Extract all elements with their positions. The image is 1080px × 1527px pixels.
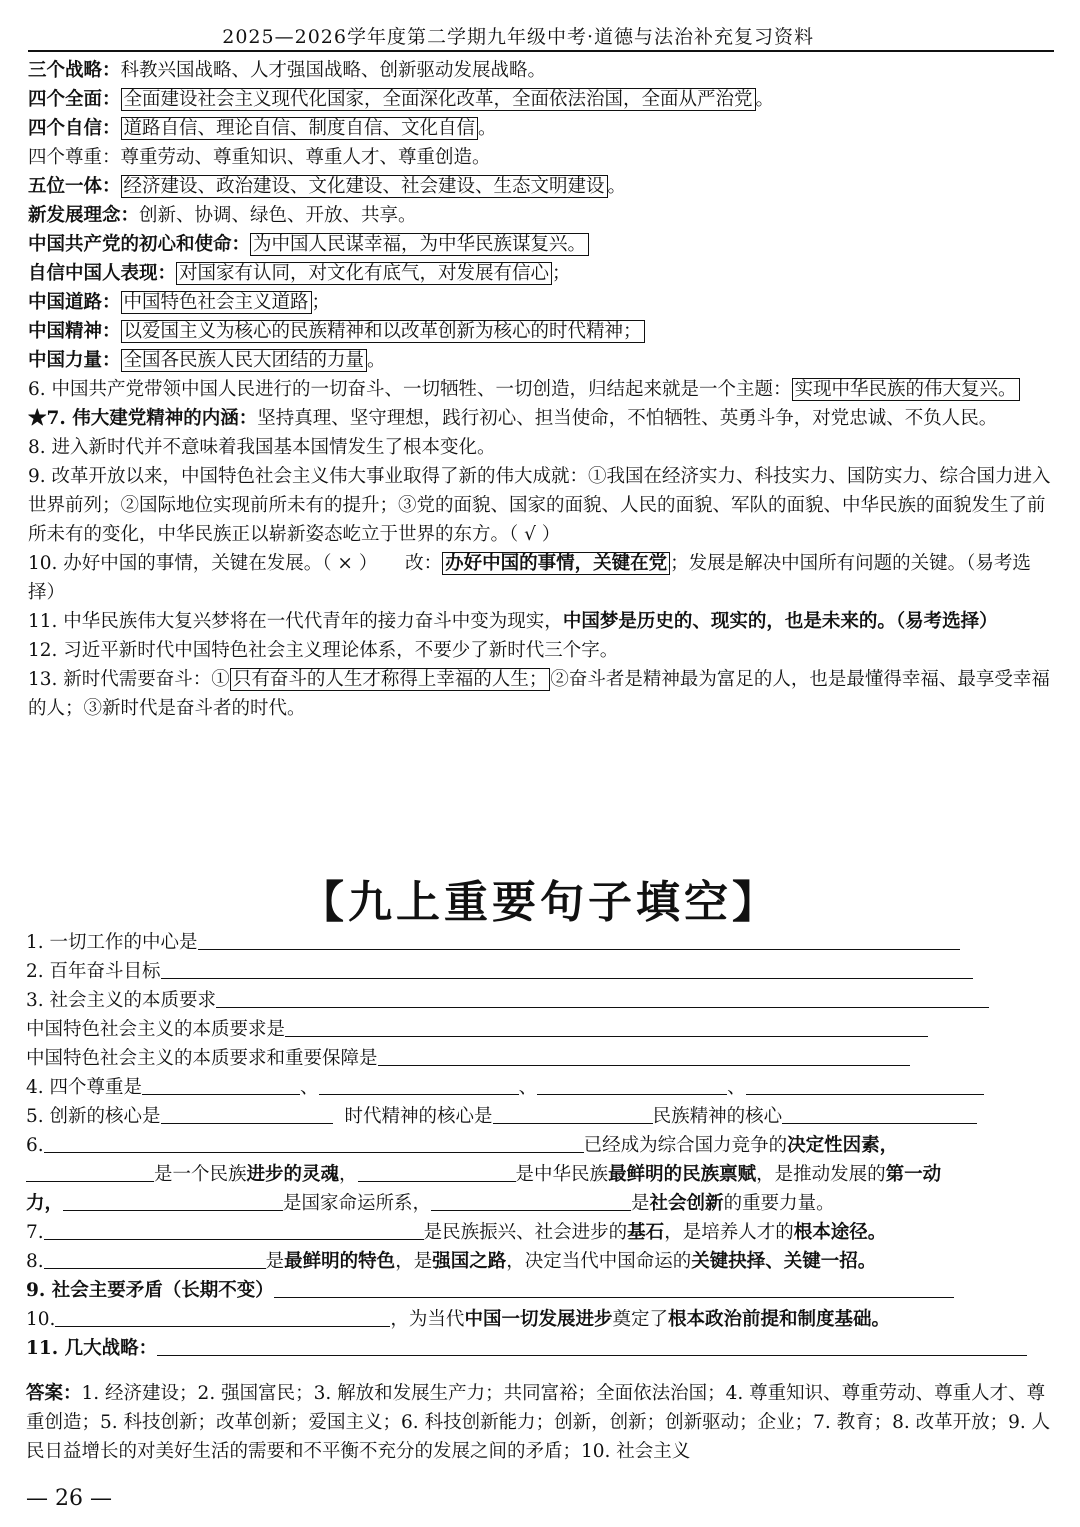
question-4	[26, 1073, 1058, 1102]
answer-blank[interactable]	[274, 1279, 954, 1298]
question-10	[26, 1305, 1058, 1334]
bold-text: 11. 几大战略：	[26, 1338, 158, 1359]
bold-text: 第一动	[885, 1164, 942, 1185]
answer-blank[interactable]	[157, 1337, 1027, 1356]
definition: 创新、协调、绿色、开放、共享。	[139, 205, 417, 226]
answer-blank[interactable]	[198, 931, 960, 950]
question-3b	[26, 1015, 1058, 1044]
question-text: 2. 百年奋斗目标	[26, 961, 161, 982]
answer-blank[interactable]	[216, 989, 989, 1008]
line-new-development	[28, 201, 1058, 230]
question-6-cont	[26, 1160, 1058, 1189]
term: 新发展理念：	[28, 205, 140, 226]
question-text: 5. 创新的核心是	[26, 1106, 161, 1127]
punct: 。	[755, 89, 775, 110]
bold-text: 进步的灵魂	[246, 1164, 340, 1185]
answer-blank[interactable]	[358, 1163, 516, 1182]
punct: ；	[552, 263, 571, 284]
bold-text: 9. 社会主要矛盾（长期不变）	[26, 1280, 274, 1301]
answer-blank[interactable]	[431, 1192, 631, 1211]
line-china-road	[28, 288, 1058, 317]
question-text: 民族精神的核心	[652, 1106, 783, 1127]
item-7	[28, 404, 1058, 433]
boxed-definition: 只有奋斗的人生才称得上幸福的人生；	[230, 668, 551, 691]
answer-values: 1. 经济建设；2. 强国富民；3. 解放和发展生产力；共同富裕；全面依法治国；4. 尊重知识、尊重劳动、尊重人才、尊重创造；5. 科技创新；改革创新；爱国主义；6. 科技创新能力；创新，创新；创新驱动；企业；7. 教育；8. 改革开放；9. 人民日益增长的对美好生活的需要和不平衡不充分的发展之间的矛盾；10. 社会主义	[26, 1383, 1051, 1462]
line-four-respects	[28, 143, 1058, 172]
bold-text: 根本政治前提和制度基础。	[667, 1309, 890, 1330]
question-text: ，是	[395, 1251, 433, 1272]
answer-blank[interactable]	[493, 1105, 653, 1124]
line-party-mission	[28, 230, 1058, 259]
term: 五位一体：	[28, 176, 121, 197]
answer-blank[interactable]	[26, 1163, 154, 1182]
question-text: 10.	[26, 1309, 56, 1330]
question-11	[26, 1334, 1058, 1363]
bold-text: 最鲜明的特色	[284, 1251, 396, 1272]
answer-label: 答案：	[26, 1383, 82, 1404]
term: 中国精神：	[28, 321, 121, 342]
item-text: 6. 中国共产党带领中国人民进行的一切奋斗、一切牺牲、一切创造，归结起来就是一个主题：	[28, 379, 792, 400]
answer-text	[26, 1379, 1058, 1466]
item-10	[28, 549, 1058, 607]
question-text: 时代精神的核心是	[344, 1106, 493, 1127]
separator: 、	[300, 1077, 319, 1098]
term: 三个战略：	[28, 60, 121, 81]
item-text: 13. 新时代需要奋斗：①	[28, 669, 230, 690]
bold-text: 力，	[26, 1193, 64, 1214]
bold-text: 强国之路	[432, 1251, 507, 1272]
fill-in-blanks	[26, 928, 1058, 1363]
boxed-definition: 为中国人民谋幸福，为中华民族谋复兴。	[250, 233, 589, 256]
punct: ；	[311, 292, 331, 313]
punct: 。	[607, 176, 627, 197]
bold-text: 决定性因素，	[787, 1135, 899, 1156]
question-text: 是国家命运所系，	[283, 1193, 432, 1214]
answer-blank[interactable]	[55, 1308, 390, 1327]
answer-blank[interactable]	[44, 1250, 266, 1269]
answer-blank[interactable]	[161, 960, 973, 979]
boxed-correction: 办好中国的事情，关键在党	[442, 552, 670, 575]
line-five-in-one	[28, 172, 1058, 201]
question-text: 奠定了	[612, 1309, 668, 1330]
question-text: 6.	[26, 1135, 44, 1156]
question-text: 7.	[26, 1222, 44, 1243]
boxed-definition: 实现中华民族的伟大复兴。	[792, 378, 1020, 401]
boxed-definition: 经济建设、政治建设、文化建设、社会建设、生态文明建设	[121, 175, 608, 198]
line-four-comprehensives	[28, 85, 1058, 114]
answer-blank[interactable]	[44, 1134, 584, 1153]
question-text: 中国特色社会主义的本质要求和重要保障是	[26, 1048, 378, 1069]
review-points	[28, 56, 1058, 723]
question-8	[26, 1247, 1058, 1276]
question-6-cont2	[26, 1189, 1058, 1218]
question-text: 是民族振兴、社会进步的	[423, 1222, 628, 1243]
page-number: — 26 —	[26, 1486, 112, 1511]
question-text: ，	[339, 1164, 358, 1185]
bold-text: 最鲜明的民族禀赋	[608, 1164, 757, 1185]
question-text: 的重要力量。	[723, 1193, 835, 1214]
item-6	[28, 375, 1058, 404]
question-text: 是	[265, 1251, 285, 1272]
term: 自信中国人表现：	[28, 263, 177, 284]
term: 中国共产党的初心和使命：	[28, 234, 251, 255]
term: 四个全面：	[28, 89, 121, 110]
line-confident-chinese	[28, 259, 1058, 288]
answer-blank[interactable]	[44, 1221, 424, 1240]
answer-blank[interactable]	[746, 1076, 984, 1095]
bold-text: 社会创新	[649, 1193, 724, 1214]
line-china-strength	[28, 346, 1058, 375]
page-header	[28, 22, 1054, 52]
question-text: ，为当代	[390, 1309, 465, 1330]
term: 中国力量：	[28, 350, 121, 371]
item-13	[28, 665, 1058, 723]
boxed-definition: 全国各民族人民大团结的力量	[121, 349, 368, 372]
question-text: 1. 一切工作的中心是	[26, 932, 198, 953]
question-1	[26, 928, 1058, 957]
item-text: ②奋斗者是精神最为富足的人，也是最懂得幸福、最享受幸福的人；③新时代是奋斗者的时代。	[28, 669, 1050, 719]
answer-blank[interactable]	[285, 1018, 928, 1037]
boxed-definition: 中国特色社会主义道路	[121, 291, 312, 314]
item-8: 8. 进入新时代并不意味着我国基本国情发生了根本变化。	[28, 437, 496, 458]
boxed-definition: 对国家有认同，对文化有底气，对发展有信心	[176, 262, 552, 285]
question-text: 是	[631, 1193, 650, 1214]
item-text: 10. 办好中国的事情，关键在发展。（ × ） 改：	[28, 553, 443, 574]
answer-blank[interactable]	[63, 1192, 283, 1211]
question-2	[26, 957, 1058, 986]
bold-text: 中国梦是历史的、现实的，也是未来的。（易考选择）	[562, 611, 998, 632]
question-text: 3. 社会主义的本质要求	[26, 990, 217, 1011]
definition: 坚持真理、坚守理想，践行初心、担当使命，不怕牺牲、英勇斗争，对党忠诚、不负人民。	[257, 408, 998, 429]
question-9	[26, 1276, 1058, 1305]
boxed-definition: 道路自信、理论自信、制度自信、文化自信	[121, 117, 479, 140]
answer-blank[interactable]	[319, 1076, 519, 1095]
question-3c	[26, 1044, 1058, 1073]
boxed-definition: 以爱国主义为核心的民族精神和以改革创新为核心的时代精神；	[121, 320, 645, 343]
question-3	[26, 986, 1058, 1015]
answer-key	[26, 1379, 1058, 1466]
punct: 。	[478, 118, 497, 139]
punct: 。	[367, 350, 386, 371]
boxed-definition: 全面建设社会主义现代化国家，全面深化改革，全面依法治国，全面从严治党	[121, 88, 756, 111]
line-three-strategies	[28, 56, 1058, 85]
answer-blank[interactable]	[537, 1076, 727, 1095]
item-text: ；发展是解决中国所有问题的关键。（易考选择）	[28, 553, 1031, 603]
question-text: 4. 四个尊重是	[26, 1077, 143, 1098]
question-text: ，是推动发展的	[756, 1164, 886, 1185]
answer-blank[interactable]	[161, 1105, 333, 1124]
item-11	[28, 607, 1058, 636]
term: 四个尊重：	[28, 147, 121, 168]
question-7	[26, 1218, 1058, 1247]
item-9: 9. 改革开放以来，中国特色社会主义伟大事业取得了新的伟大成就：①我国在经济实力、科技实力、国防实力、综合国力进入世界前列；②国际地位实现前所未有的提升；③党的面貌、国家的面貌、人民的面貌、军队的面貌、中华民族的面貌发生了前所未有的变化，中华民族正以崭新姿态屹立于世界的东方。（ √ ）	[28, 466, 1051, 545]
bold-text: 中国一切发展进步	[464, 1309, 613, 1330]
bold-text: 基石	[627, 1222, 665, 1243]
definition: 科教兴国战略、人才强国战略、创新驱动发展战略。	[120, 60, 547, 81]
separator: 、	[727, 1077, 746, 1098]
separator: 、	[518, 1077, 538, 1098]
header-title: 2025—2026学年度第二学期九年级中考·道德与法治补充复习资料	[222, 26, 814, 48]
bold-text: 关键抉择、关键一招。	[691, 1251, 877, 1272]
question-text: 是一个民族	[154, 1164, 247, 1185]
term: 中国道路：	[28, 292, 121, 313]
definition: 尊重劳动、尊重知识、尊重人才、尊重创造。	[120, 147, 491, 168]
line-china-spirit	[28, 317, 1058, 346]
bold-text: 根本途径。	[793, 1222, 887, 1243]
question-text: 8.	[26, 1251, 44, 1272]
question-5	[26, 1102, 1058, 1131]
answer-blank[interactable]	[142, 1076, 300, 1095]
section-title: 【九上重要句子填空】	[300, 877, 780, 928]
term: ★7. 伟大建党精神的内涵：	[28, 408, 258, 429]
term: 四个自信：	[28, 118, 121, 139]
question-6	[26, 1131, 1058, 1160]
question-text: 中国特色社会主义的本质要求是	[26, 1019, 286, 1040]
item-12: 12. 习近平新时代中国特色社会主义理论体系，不要少了新时代三个字。	[28, 640, 619, 661]
line-four-confidences	[28, 114, 1058, 143]
question-text: ，是培养人才的	[664, 1222, 794, 1243]
item-text: 11. 中华民族伟大复兴梦将在一代代青年的接力奋斗中变为现实，	[28, 611, 563, 632]
question-text: 已经成为综合国力竞争的	[583, 1135, 788, 1156]
answer-blank[interactable]	[782, 1105, 977, 1124]
answer-blank[interactable]	[378, 1047, 910, 1066]
question-text: 是中华民族	[515, 1164, 609, 1185]
question-text: ，决定当代中国命运的	[506, 1251, 692, 1272]
